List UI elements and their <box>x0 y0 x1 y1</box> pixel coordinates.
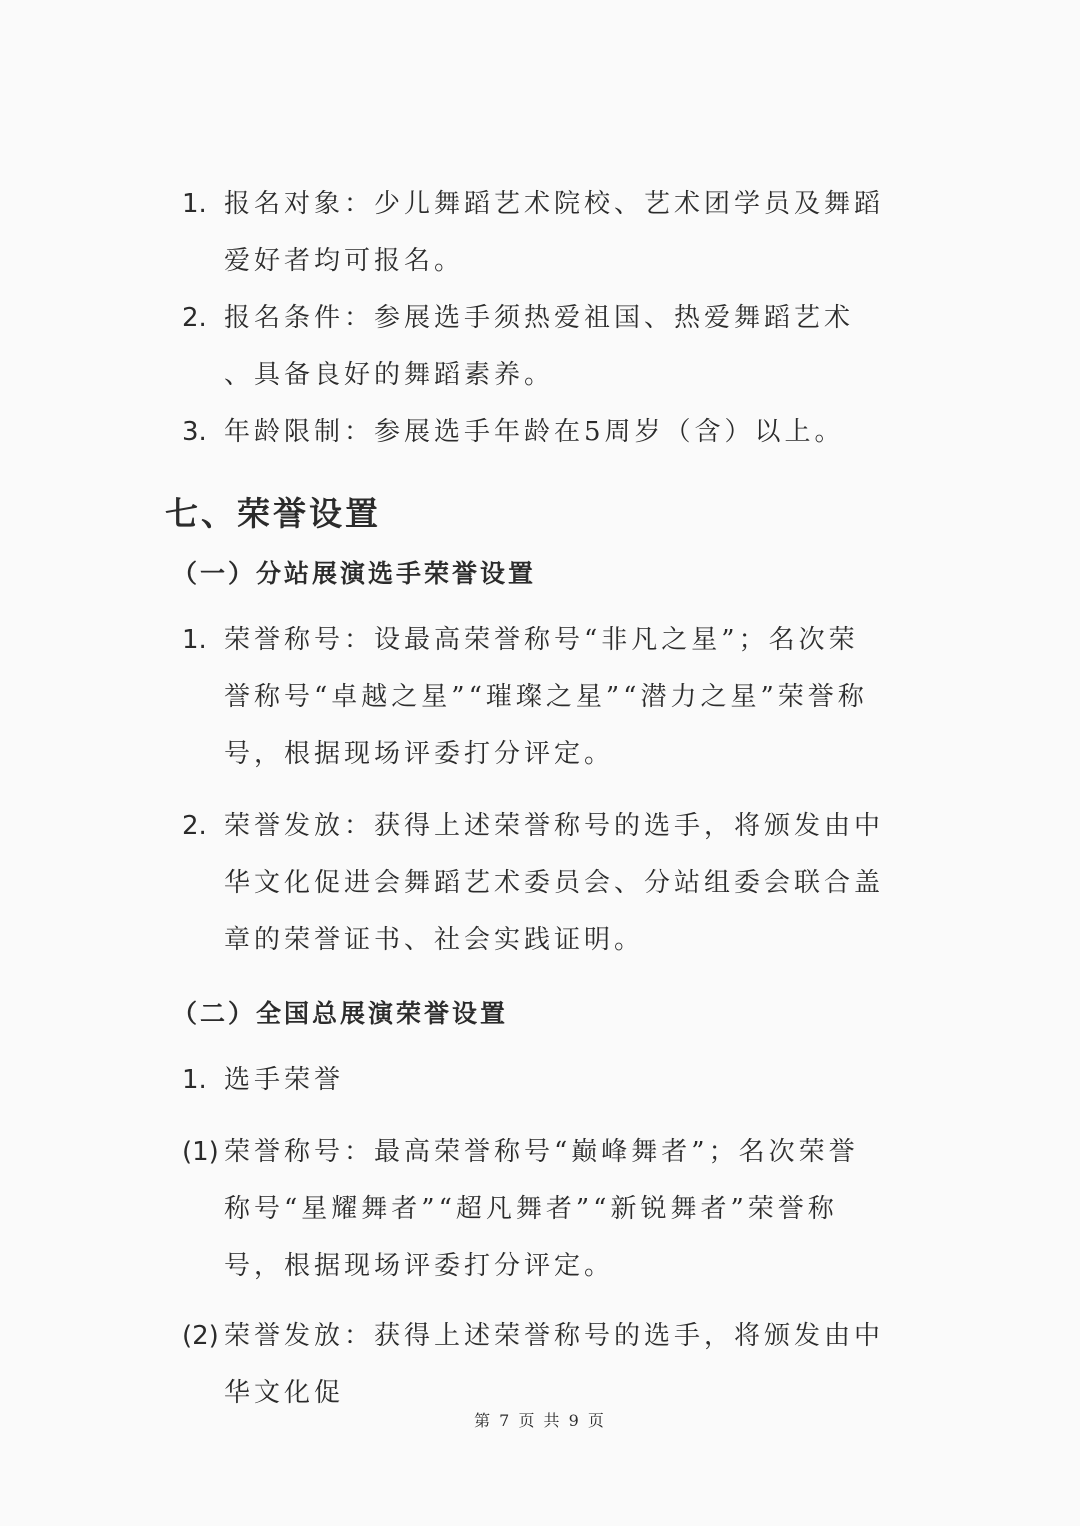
list-item-registration-target <box>182 176 887 290</box>
item-number: 3. <box>182 417 207 447</box>
item-text: 荣誉发放：获得上述荣誉称号的选手，将颁发由中华文化促 <box>224 1321 885 1408</box>
item-text: 年龄限制：参展选手年龄在5周岁（含）以上。 <box>224 417 845 447</box>
item-text: 荣誉称号：最高荣誉称号“巅峰舞者”；名次荣誉称号“星耀舞者”“超凡舞者”“新锐舞者”荣誉称号，根据现场评委打分评定。 <box>224 1137 859 1281</box>
item-text: 报名条件：参展选手须热爱祖国、热爱舞蹈艺术 、具备良好的舞蹈素养。 <box>224 303 855 390</box>
subsection-title: （一）分站展演选手荣誉设置 <box>172 559 537 588</box>
list-item-national-honor-issuance <box>182 1308 887 1422</box>
item-text: 报名对象：少儿舞蹈艺术院校、艺术团学员及舞蹈爱好者均可报名。 <box>224 189 885 276</box>
item-number: 1. <box>182 1065 207 1095</box>
list-item-registration-conditions <box>182 290 887 404</box>
item-text: 选手荣誉 <box>224 1065 345 1095</box>
list-item-national-honor-titles <box>182 1124 887 1295</box>
item-number: (2) <box>182 1321 219 1351</box>
item-text: 荣誉发放：获得上述荣誉称号的选手，将颁发由中华文化促进会舞蹈艺术委员会、分站组委会联合盖章的荣誉证书、社会实践证明。 <box>224 811 885 955</box>
item-number: 2. <box>182 811 207 841</box>
item-text: 荣誉称号：设最高荣誉称号“非凡之星”；名次荣誉称号“卓越之星”“璀璨之星”“潜力之星”荣誉称号，根据现场评委打分评定。 <box>224 625 868 769</box>
list-item-honor-issuance <box>182 798 887 969</box>
item-number: 1. <box>182 625 207 655</box>
list-item-age-limit <box>182 404 887 461</box>
list-item-contestant-honor <box>182 1052 887 1109</box>
subsection-title: （二）全国总展演荣誉设置 <box>172 999 509 1028</box>
item-number: 2. <box>182 303 207 333</box>
item-number: (1) <box>182 1137 219 1167</box>
page-footer: 第 7 页 共 9 页 <box>474 1411 606 1430</box>
item-number: 1. <box>182 189 207 219</box>
list-item-honor-titles <box>182 612 887 783</box>
section-title: 七、荣誉设置 <box>165 494 381 533</box>
